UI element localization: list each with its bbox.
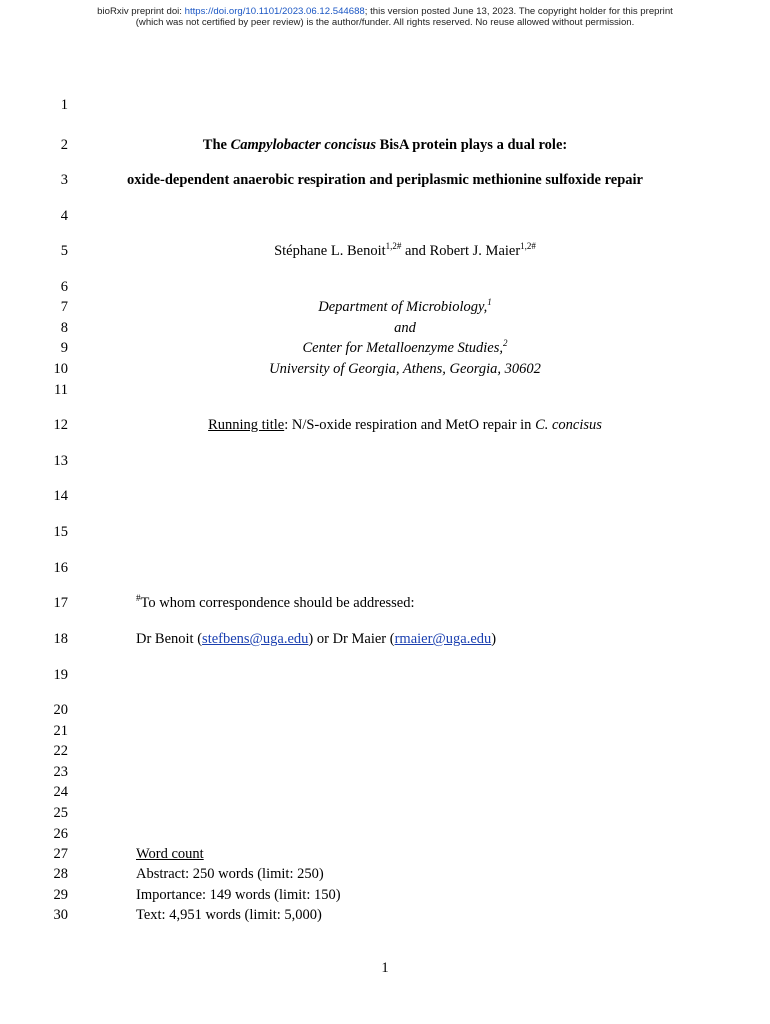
line-number: 4 — [60, 208, 68, 224]
line-number: 20 — [53, 702, 68, 718]
dept-sup: 1 — [487, 297, 492, 307]
dept-text: Department of Microbiology, — [318, 299, 488, 315]
title-part1: The — [202, 137, 231, 153]
affiliation-dept — [20, 299, 770, 316]
email-post: ) — [491, 631, 497, 647]
author2-affil: 1,2# — [520, 241, 536, 251]
correspondence-line — [136, 595, 415, 612]
word-count-text: Text: 4,951 words (limit: 5,000) — [136, 907, 322, 923]
author1-name: Stéphane L. Benoit — [274, 243, 386, 259]
running-title — [20, 417, 770, 434]
line-number: 17 — [53, 595, 68, 611]
line-number: 21 — [53, 723, 68, 739]
line-number: 22 — [53, 743, 68, 759]
title-part2: BisA protein plays a dual role: — [375, 137, 568, 153]
affiliation-university: University of Georgia, Athens, Georgia, 30602 — [269, 361, 541, 377]
affiliation-center — [20, 340, 770, 357]
line-number: 24 — [53, 784, 68, 800]
title-line2: oxide-dependent anaerobic respiration and periplasmic methionine sulfoxide repair — [127, 172, 643, 188]
line-number: 28 — [53, 866, 68, 882]
line-number: 3 — [60, 172, 68, 188]
page-number: 1 — [381, 960, 389, 976]
line-number: 8 — [60, 320, 68, 336]
line-number: 29 — [53, 887, 68, 903]
line-number: 7 — [60, 299, 68, 315]
preprint-header-line2: (which was not certified by peer review) is the author/funder. All rights reserved. No reuse allowed without permission. — [135, 17, 635, 28]
correspondence-sup: # — [136, 593, 141, 603]
word-count-importance: Importance: 149 words (limit: 150) — [136, 887, 341, 903]
line-number: 30 — [53, 907, 68, 923]
author-conj: and — [401, 243, 430, 259]
email-link-maier[interactable]: rmaier@uga.edu — [394, 631, 492, 647]
email-pre: Dr Benoit ( — [136, 631, 203, 647]
line-number: 23 — [53, 764, 68, 780]
line-number: 2 — [60, 137, 68, 153]
center-sup: 2 — [503, 338, 508, 348]
word-count-abstract: Abstract: 250 words (limit: 250) — [136, 866, 324, 882]
header-prefix: bioRxiv preprint doi: — [97, 6, 185, 17]
line-number: 6 — [60, 279, 68, 295]
authors — [20, 243, 770, 260]
center-text: Center for Metalloenzyme Studies, — [302, 340, 504, 356]
line-number: 9 — [60, 340, 68, 356]
email-mid: ) or Dr Maier ( — [308, 631, 395, 647]
running-title-organism: C. concisus — [535, 417, 602, 433]
line-number: 10 — [53, 361, 68, 377]
line-number: 5 — [60, 243, 68, 259]
correspondence-emails — [136, 631, 496, 648]
preprint-header-line1 — [0, 6, 770, 17]
word-count-heading: Word count — [136, 846, 204, 862]
affiliation-and: and — [394, 320, 416, 336]
line-number: 1 — [60, 97, 68, 113]
title-line1 — [0, 137, 770, 154]
email-link-benoit[interactable]: stefbens@uga.edu — [202, 631, 309, 647]
line-number: 19 — [53, 667, 68, 683]
line-number: 18 — [53, 631, 68, 647]
doi-link[interactable]: https://doi.org/10.1101/2023.06.12.544688 — [184, 6, 365, 17]
line-number: 25 — [53, 805, 68, 821]
title-organism: Campylobacter concisus — [230, 137, 376, 153]
author1-affil: 1,2# — [385, 241, 402, 251]
correspondence-text: To whom correspondence should be addressed: — [140, 595, 415, 611]
line-number: 27 — [53, 846, 68, 862]
line-number: 11 — [54, 382, 68, 398]
line-number: 15 — [53, 524, 68, 540]
line-number: 12 — [53, 417, 68, 433]
line-number: 26 — [53, 826, 68, 842]
header-suffix: ; this version posted June 13, 2023. The copyright holder for this preprint — [364, 6, 673, 17]
author2-name: Robert J. Maier — [429, 243, 521, 259]
line-number: 16 — [53, 560, 68, 576]
line-number: 13 — [53, 453, 68, 469]
running-title-label: Running title — [208, 417, 285, 433]
running-title-text: : N/S-oxide respiration and MetO repair in — [284, 417, 536, 433]
line-number: 14 — [53, 488, 68, 504]
